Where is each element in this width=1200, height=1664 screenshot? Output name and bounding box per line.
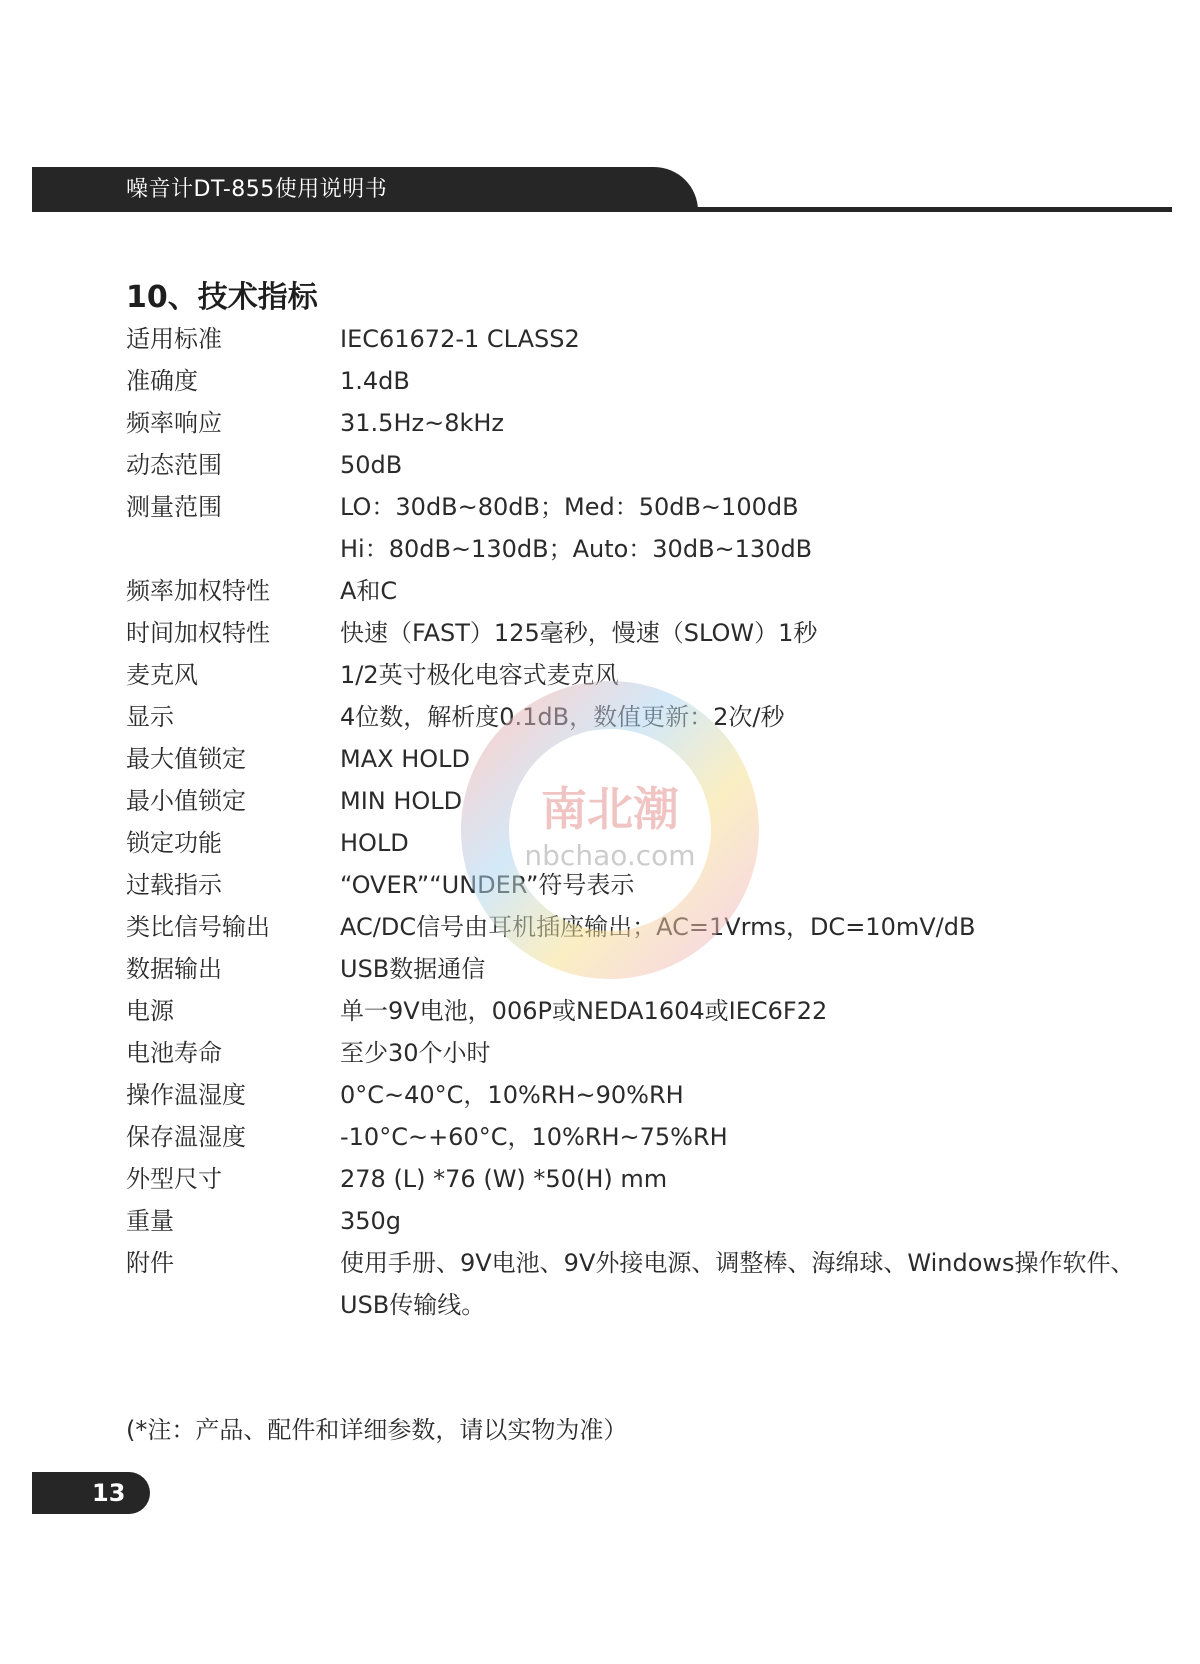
spec-row	[126, 360, 1126, 402]
spec-row	[126, 654, 1126, 696]
spec-row	[126, 948, 1126, 990]
spec-value-line: 快速（FAST）125毫秒，慢速（SLOW）1秒	[340, 619, 818, 647]
spec-value-line: -10°C~+60°C，10%RH~75%RH	[340, 1123, 728, 1151]
spec-label: 频率加权特性	[126, 577, 270, 605]
spec-row	[126, 612, 1126, 654]
spec-value-line: MIN HOLD	[340, 787, 463, 815]
spec-label: 重量	[126, 1207, 174, 1235]
spec-value	[340, 1032, 1126, 1074]
spec-row	[126, 318, 1126, 360]
spec-label: 适用标准	[126, 325, 222, 353]
spec-label: 准确度	[126, 367, 198, 395]
spec-value-line: Hi：80dB~130dB；Auto：30dB~130dB	[340, 535, 813, 563]
spec-label: 数据输出	[126, 955, 222, 983]
header-rule	[32, 207, 1172, 212]
spec-row	[126, 1032, 1126, 1074]
document-title: 噪音计DT-855使用说明书	[126, 177, 388, 202]
spec-value-line: 1/2英寸极化电容式麦克风	[340, 661, 619, 689]
spec-row	[126, 486, 1126, 570]
spec-row	[126, 738, 1126, 780]
spec-value-line: A和C	[340, 577, 398, 605]
spec-value-line: 使用手册、9V电池、9V外接电源、调整棒、海绵球、Windows操作软件、	[340, 1249, 1135, 1277]
spec-value	[340, 738, 1126, 780]
spec-row	[126, 822, 1126, 864]
spec-label: 电池寿命	[126, 1039, 222, 1067]
spec-value-line: HOLD	[340, 829, 409, 857]
spec-row	[126, 906, 1126, 948]
spec-label: 动态范围	[126, 451, 222, 479]
spec-value	[340, 1074, 1126, 1116]
spec-row	[126, 1158, 1126, 1200]
spec-value-line: LO：30dB~80dB；Med：50dB~100dB	[340, 493, 799, 521]
spec-label: 频率响应	[126, 409, 222, 437]
spec-value-line: 0°C~40°C，10%RH~90%RH	[340, 1081, 684, 1109]
spec-value	[340, 780, 1126, 822]
spec-value-line: 至少30个小时	[340, 1039, 491, 1067]
spec-label: 麦克风	[126, 661, 198, 689]
spec-value	[340, 990, 1126, 1032]
spec-row	[126, 696, 1126, 738]
spec-value-line: 50dB	[340, 451, 403, 479]
spec-value-line: 4位数，解析度0.1dB，数值更新：2次/秒	[340, 703, 785, 731]
spec-label: 附件	[126, 1249, 174, 1277]
spec-value-line: 单一9V电池，006P或NEDA1604或IEC6F22	[340, 997, 828, 1025]
spec-value-line: “OVER”“UNDER”符号表示	[340, 871, 635, 899]
spec-value	[340, 864, 1126, 906]
spec-value-line: MAX HOLD	[340, 745, 470, 773]
spec-value	[340, 948, 1126, 990]
spec-value-line: USB数据通信	[340, 955, 486, 983]
page-number-badge	[32, 1472, 150, 1514]
spec-value-line: 31.5Hz~8kHz	[340, 409, 505, 437]
spec-row	[126, 570, 1126, 612]
spec-value	[340, 1200, 1126, 1242]
spec-row	[126, 444, 1126, 486]
spec-label: 最大值锁定	[126, 745, 246, 773]
spec-value-line: AC/DC信号由耳机插座输出；AC=1Vrms，DC=10mV/dB	[340, 913, 976, 941]
spec-value	[340, 1242, 1135, 1326]
spec-label: 外型尺寸	[126, 1165, 222, 1193]
spec-row	[126, 402, 1126, 444]
spec-label: 电源	[126, 997, 174, 1025]
spec-row	[126, 1200, 1126, 1242]
spec-value-line: USB传输线。	[340, 1291, 486, 1319]
spec-value	[340, 486, 1126, 570]
watermark-url-text: nbchao.com	[524, 839, 696, 872]
spec-value	[340, 1158, 1126, 1200]
spec-value	[340, 696, 1126, 738]
spec-value	[340, 906, 1126, 948]
page-number: 13	[92, 1479, 126, 1507]
spec-row	[126, 1116, 1126, 1158]
spec-row	[126, 990, 1126, 1032]
spec-row	[126, 1242, 1135, 1326]
footnote: (*注：产品、配件和详细参数，请以实物为准）	[126, 1416, 628, 1444]
spec-value-line: 1.4dB	[340, 367, 410, 395]
spec-label: 类比信号输出	[126, 913, 270, 941]
spec-label: 最小值锁定	[126, 787, 246, 815]
spec-value	[340, 360, 1126, 402]
spec-value	[340, 612, 1126, 654]
spec-label: 过载指示	[126, 871, 222, 899]
spec-value	[340, 570, 1126, 612]
spec-row	[126, 780, 1126, 822]
spec-label: 保存温湿度	[126, 1123, 246, 1151]
spec-value	[340, 1116, 1126, 1158]
spec-label: 时间加权特性	[126, 619, 270, 647]
spec-value	[340, 444, 1126, 486]
spec-label: 测量范围	[126, 493, 222, 521]
spec-value	[340, 654, 1126, 696]
section-title: 10、技术指标	[126, 280, 318, 315]
spec-value-line: 278 (L) *76 (W) *50(H) mm	[340, 1165, 668, 1193]
spec-label: 显示	[126, 703, 174, 731]
spec-row	[126, 1074, 1126, 1116]
spec-value-line: IEC61672-1 CLASS2	[340, 325, 580, 353]
spec-row	[126, 864, 1126, 906]
spec-table	[126, 318, 1135, 1326]
spec-value	[340, 402, 1126, 444]
spec-label: 操作温湿度	[126, 1081, 246, 1109]
spec-label: 锁定功能	[126, 829, 222, 857]
spec-value	[340, 318, 1126, 360]
spec-value	[340, 822, 1126, 864]
spec-value-line: 350g	[340, 1207, 402, 1235]
watermark-cn-text: 南北潮	[541, 782, 679, 836]
